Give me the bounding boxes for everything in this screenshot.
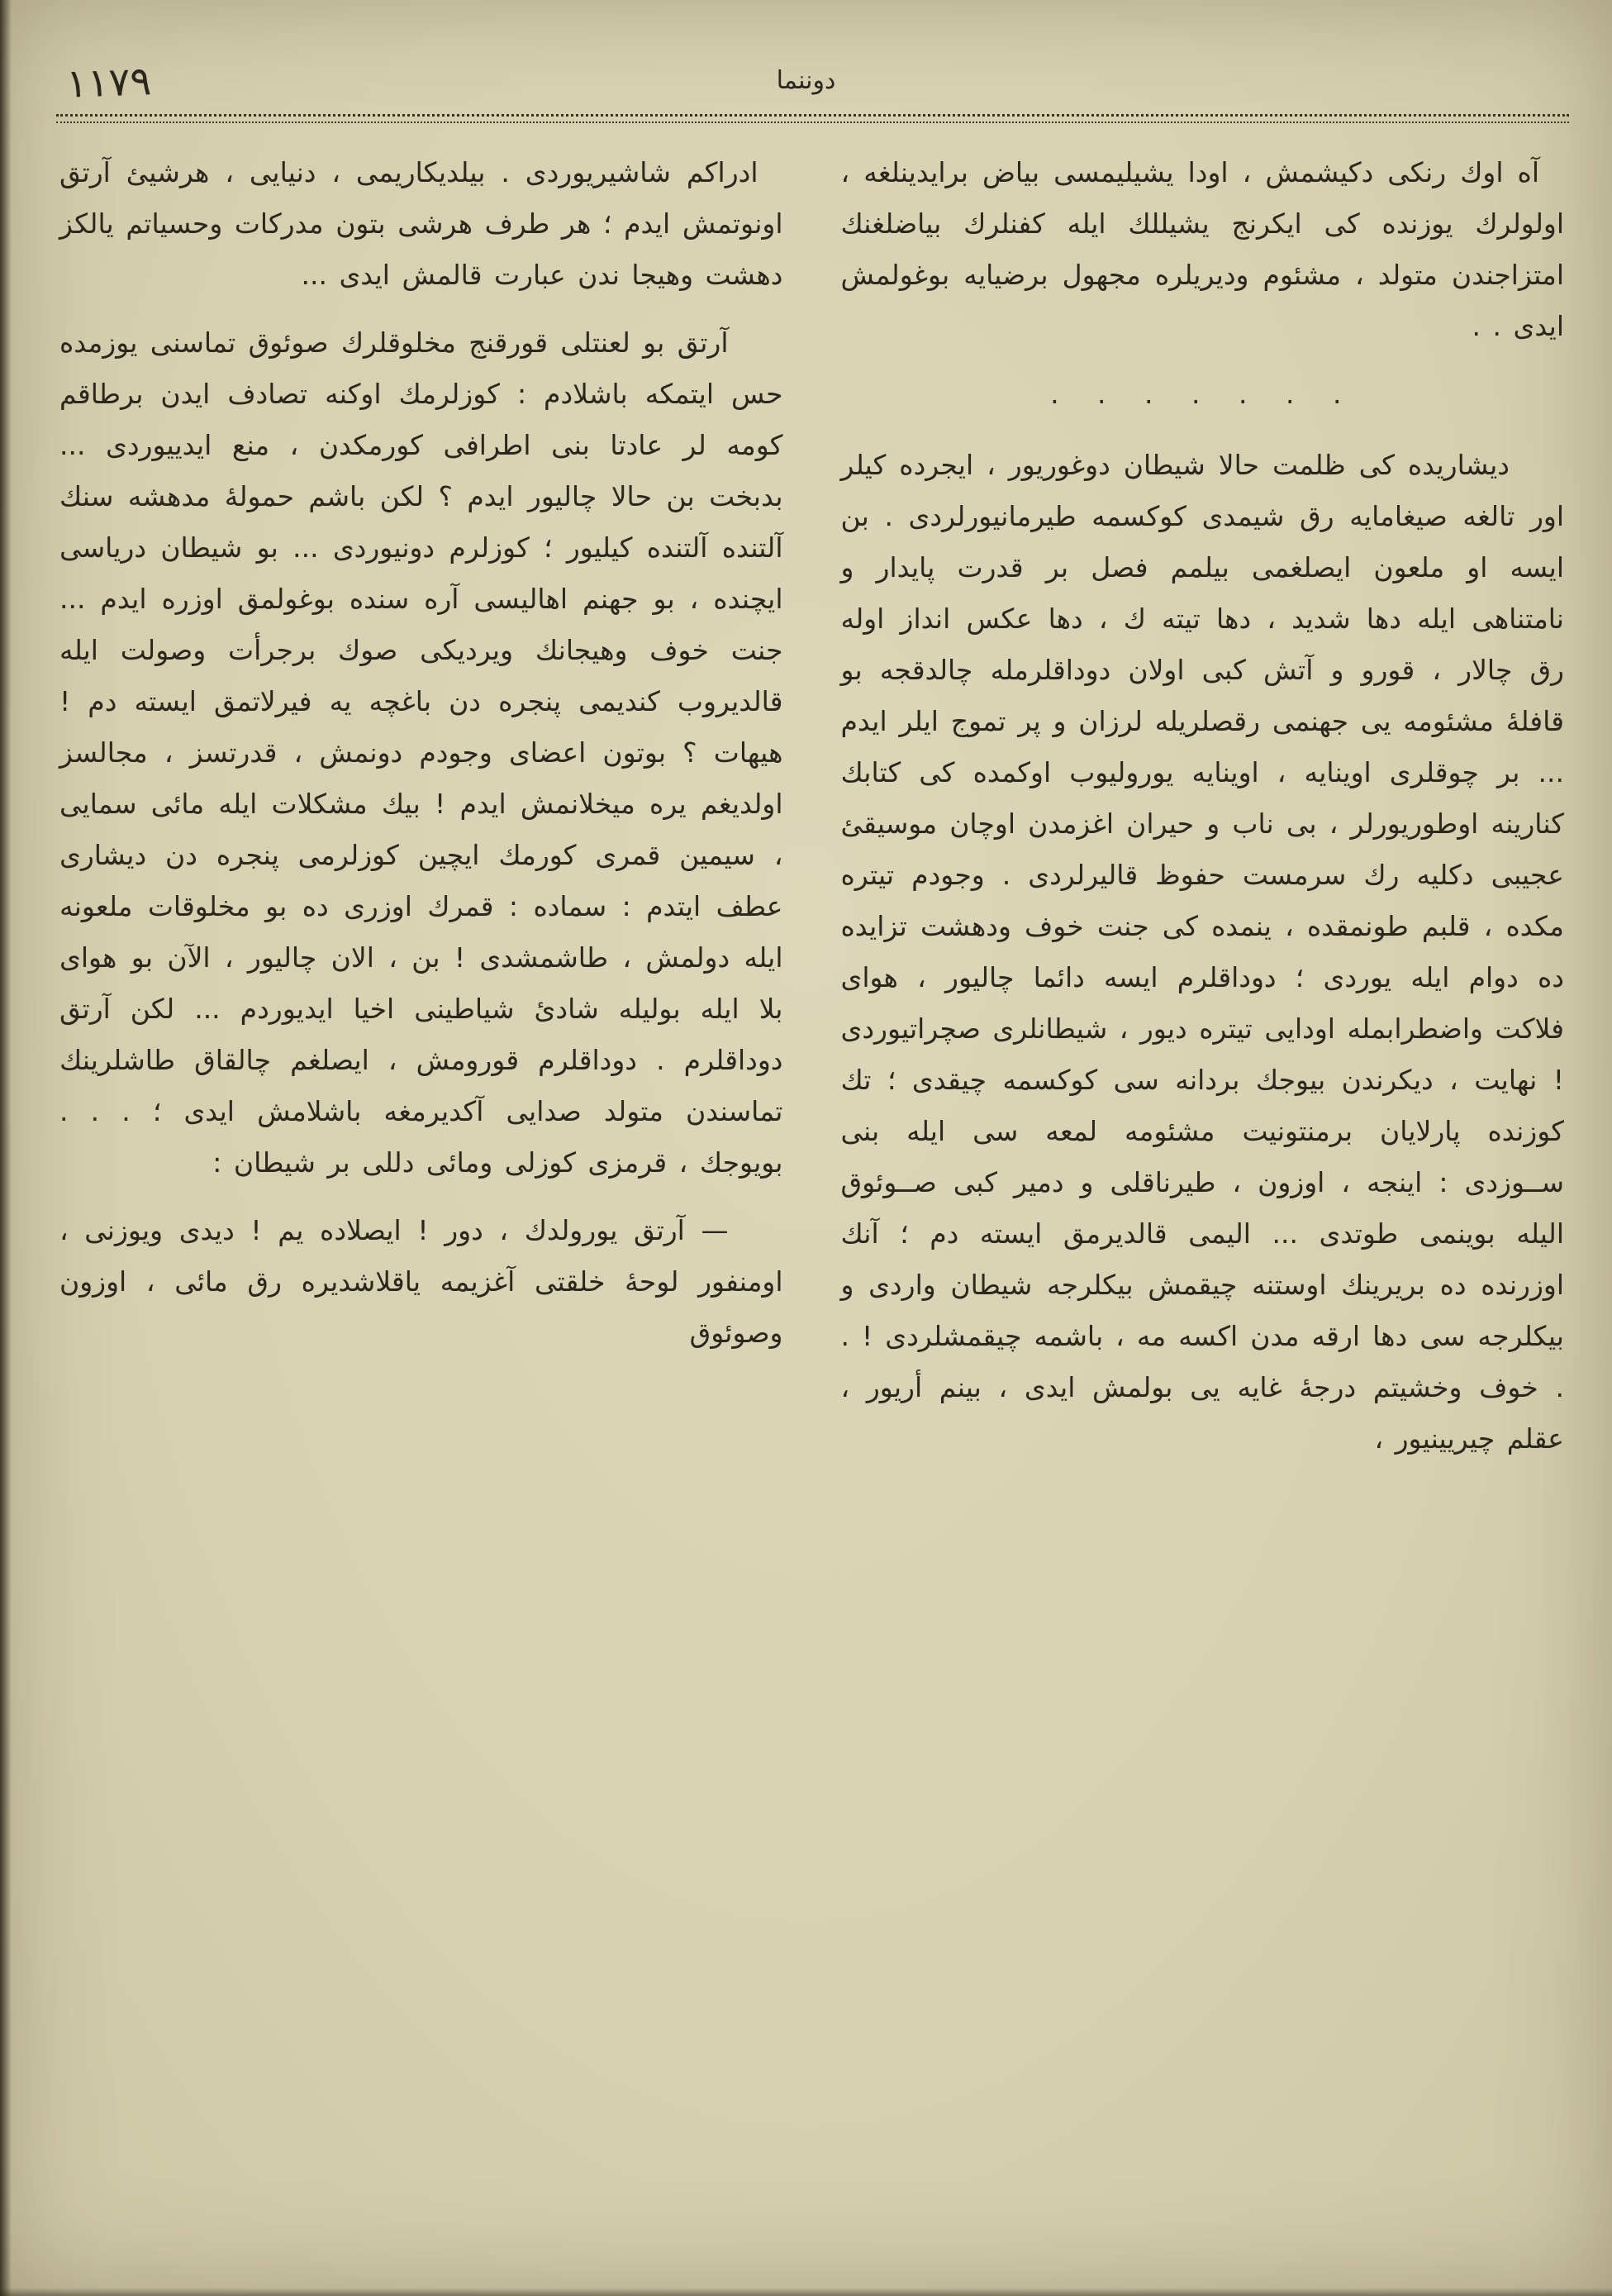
dots-separator: . . . . . . . bbox=[1050, 378, 1355, 410]
page-number: ١١٧٩ bbox=[65, 58, 153, 107]
scan-gutter-shadow bbox=[0, 0, 12, 2296]
column-right bbox=[841, 147, 1565, 2275]
page-header-title: دوننما bbox=[776, 66, 836, 95]
paragraph: ديشاريده كى ظلمت حالا شيطان دوغوريور ، ايجرده كيلر اور تالغه صيغامايه رق شيمدى كوكسمه طيرمانيورلردى . بن ايسه او ملعون ايصلغمى بيلمم فصل بر قدرت پايدار و نامتناهى ايله دها شديد ، دها تيته ك ، دها عكس انداز اوله رق چالار ، قورو و آتش كبى اولان دوداقلرمله چالدقجه بو قافلهٔ مشئومه يى جهنمى رقصلريله لرزان و پر تموج ايلر ايدم ... بر چوقلرى اوينايه ، اوينايه يوروليوب اوكمده كى كتابك كنارينه اوطوريورلر ، بى ناب و حيران اغزمدن اوچان موسيقئ عجيبى دكليه رك سرمست حفوظ قاليرلردى . وجودم تيتره مكده ، قلبم طونمقده ، ينمده كى جنت خوف ودهشت تزايده ده دوام ايله يوردى ؛ دوداقلرم ايسه دائما چاليور ، هواى فلاكت واضطرابمله اودايى تيتره ديور ، شيطانلرى صچراتيوردى ! نهايت ، ديكرندن بيوجك بردانه سى كوكسمه چيقدى ؛ تك كوزنده پارلايان برمنتونيت مشئومه لمعه سى ايله بنى ســوزدى : اينجه ، اوزون ، طيرناقلى و دمير كبى صــوئوق اليله بوينمى طوتدى ... اليمى قالديرمق ايسته دم ؛ آنك اوزرنده ده بريرينك اوستنه چيقمش بيكلرجه شيطان واردى و بيكلرجه سى دها ارقه مدن اكسه مه ، باشمه چيقمشلردى ! . . خوف وخشيتم درجهٔ غايه يى بولمش ايدى ، بينم أريور ، عقلم چيريينيور ، bbox=[840, 449, 1564, 1455]
column-left bbox=[59, 147, 783, 2275]
scan-bottom-shadow bbox=[0, 2288, 1612, 2296]
paragraph: آه اوك رنكى دكيشمش ، اودا يشيليمسى بياض برايدينلغه ، اولولرك يوزنده كى ايكرنج يشيللك ايله كفنلرك بياضلغنك امتزاجندن متولد ، مشئوم وديريلره مجهول برضيايه بوغولمش ايدى . . bbox=[840, 156, 1564, 342]
header-rule bbox=[56, 114, 1569, 123]
dialogue-paragraph: — آرتق يورولدك ، دور ! ايصلاده يم ! ديدى ويوزنى ، اومنفور لوحهٔ خلقتى آغزيمه ياقلاشديره رق مائى ، اوزون وصوئوق bbox=[59, 1214, 783, 1349]
text-columns bbox=[59, 147, 1564, 2275]
paragraph: آرتق بو لعنتلى قورقنج مخلوقلرك صوئوق تماسنى يوزمده حس ايتمكه باشلادم : كوزلرمك اوكنه تصادف ايدن برطاقم كومه لر عادتا بنى اطرافى كورمكدن ، منع ايدييوردى ... بدبخت بن حالا چاليور ايدم ؟ لكن باشم حمولهٔ مدهشه سنك آلتنده آلتنده كيليور ؛ كوزلرم دونيوردى ... بو شيطان درياسى ايچنده ، بو جهنم اهاليسى آره سنده بوغولمق اوزره ايدم ... جنت خوف وهيجانك ويرديكى صوك برجرأت وصولت ايله قالديروب كنديمى پنجره دن باغچه يه فيرلاتمق ايسته دم ! هيهات ؟ بوتون اعضاى وجودم دونمش ، قدرتسز ، مجالسز اولديغم يره ميخلانمش ايدم ! بيك مشكلات ايله مائى سمايى ، سيمين قمرى كورمك ايچين كوزلرمى پنجره دن ديشارى عطف ايتدم : سماده : قمرك اوزرى ده بو مخلوقات ملعونه ايله دولمش ، طاشمشدى ! بن ، الان چاليور ، الآن بو هواى بلا ايله بوليله شادئ شياطينى اخيا ايديوردم ... لكن آرتق دوداقلرم . دوداقلرم قورومش ، ايصلغم چالقاق طاشلرينك تماسندن متولد صدايى آكديرمغه باشلامش ايدى ؛ . . . بويوجك ، قرمزى كوزلى ومائى دللى بر شيطان : bbox=[59, 326, 783, 1179]
paragraph: ادراكم شاشيريوردى . بيلديكاريمى ، دنيايى ، هرشيئ آرتق اونوتمش ايدم ؛ هر طرف هرشى بتون مدركات وحسياتم يالكز دهشت وهيجا ندن عبارت قالمش ايدى ... bbox=[59, 156, 783, 291]
